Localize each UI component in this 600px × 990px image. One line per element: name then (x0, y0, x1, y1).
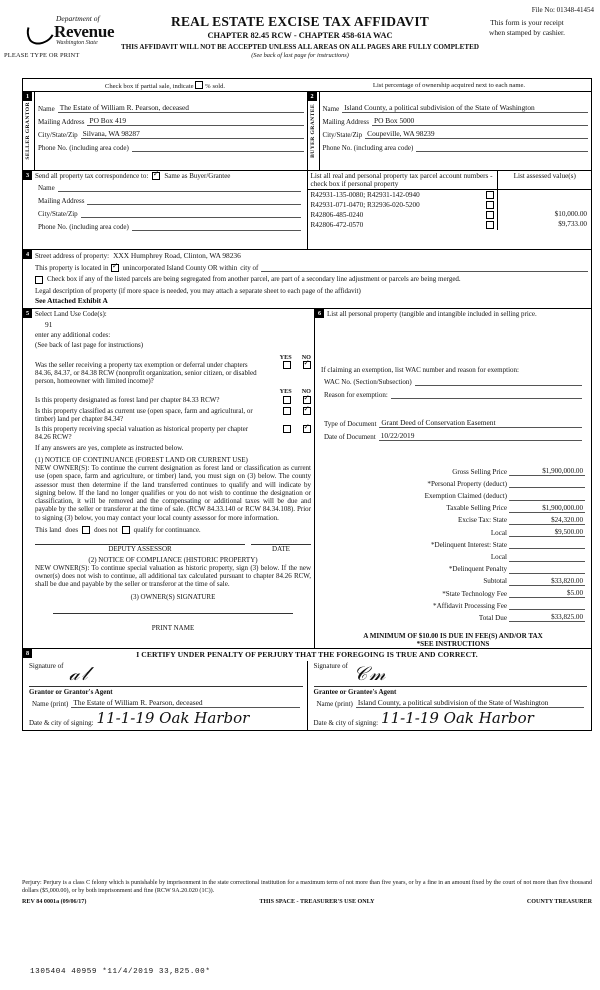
parcel-pp-checkbox[interactable] (486, 211, 494, 219)
parties-row (23, 92, 591, 171)
grantor-signature-mark[interactable]: 𝒶 𝓁 (69, 663, 88, 686)
parcel-numbers-cell[interactable] (308, 190, 498, 200)
assessed-value[interactable]: $10,000.00 (554, 210, 587, 218)
corr-name-row (35, 180, 304, 193)
historic-property-question: Is this property receiving special valuation as historical property per chapter 84.26 RCW? (35, 425, 249, 441)
financial-amount[interactable]: $33,825.00 (509, 610, 585, 622)
street-address-value[interactable]: XXX Humphrey Road, Clinton, WA 98236 (113, 251, 241, 260)
correspondence-box-number: 3 (23, 171, 32, 180)
grantor-party-label: Grantor or Grantor's Agent (29, 686, 303, 696)
corr-mailing-value[interactable] (87, 195, 300, 205)
doc-date-row (321, 429, 585, 442)
q4-no-checkbox[interactable] (303, 425, 311, 433)
minimum-due-note: A MINIMUM OF $10.00 IS DUE IN FEE(S) AND/OR TAX (363, 632, 543, 641)
financial-row (321, 464, 585, 476)
partial-sale-label: Check box if partial sale, indicate (104, 82, 194, 90)
land-use-box-number: 5 (23, 309, 32, 318)
parcels-block (308, 171, 592, 249)
parcel-row (308, 200, 592, 210)
treasurer-space-label: THIS SPACE - TREASURER'S USE ONLY (259, 898, 375, 905)
parcel-numbers-cell[interactable] (308, 210, 498, 220)
owner-signature-line[interactable] (53, 613, 293, 614)
receipt-line-1: This form is your receipt (490, 18, 564, 27)
certify-signatures-row (23, 661, 591, 730)
agency-name: Revenue (54, 22, 115, 41)
grantee-name-label: Name (print) (316, 699, 353, 708)
continuance-body: NEW OWNER(S): To continue the current designation as forest land or classification as current use (open space, farm and agriculture, or timber) land, you must sign on (3) below. The county assessor must then determine if the land transferred continues to qualify and will indicate by signing below. If the land no longer qualifies or you do not wish to continue the designation or classification, it will be removed and the compensating or additional taxes will be due and payable by the seller or transferor at the time of sale. (RCW 84.33.140 or RCW 84.34.108). Prior to signing (3) below, you may contact your local county assessor for more information. (35, 464, 311, 522)
legal-description-value[interactable]: See Attached Exhibit A (35, 296, 108, 305)
parcel-row (308, 220, 592, 230)
rev-number: REV 84 0001a (09/06/17) (22, 898, 87, 905)
send-correspondence-label: Send all property tax correspondence to: (35, 172, 149, 180)
financial-amount[interactable]: $9,500.00 (509, 524, 585, 536)
financial-amount[interactable]: $24,320.00 (509, 512, 585, 524)
historic-compliance-heading: (2) NOTICE OF COMPLIANCE (HISTORIC PROPERTY) (88, 555, 258, 564)
seller-name-row (35, 101, 307, 114)
q3-no-checkbox[interactable] (303, 407, 311, 415)
grantee-date-label: Date & city of signing: (313, 719, 379, 728)
q2-yes-checkbox[interactable] (283, 396, 291, 404)
financial-label: *Personal Property (deduct) (427, 479, 507, 488)
financial-label: *State Technology Fee (442, 589, 507, 598)
seller-citystatezip-row (35, 127, 307, 140)
parcel-line (308, 190, 497, 200)
same-as-buyer-checkbox[interactable] (152, 172, 160, 180)
parcel-pp-checkbox[interactable] (486, 201, 494, 209)
buyer-mailing-label: Mailing Address (322, 117, 369, 126)
grantor-date-label: Date & city of signing: (29, 719, 94, 728)
financial-row (321, 585, 585, 597)
financial-amount[interactable] (509, 598, 585, 610)
buyer-mailing-row (320, 114, 592, 127)
doc-type-value[interactable]: Grant Deed of Conservation Easement (379, 418, 582, 428)
grantee-signature-mark[interactable]: 𝒞 𝓂 (353, 663, 386, 686)
financial-amount[interactable] (509, 561, 585, 573)
current-use-question: Is this property classified as current use (open space, farm and agricultural, or timber) land per chapter 84.34? (35, 407, 253, 423)
grantee-name-value[interactable]: Island County, a political subdivision of the State of Washington (356, 698, 584, 708)
financial-row (321, 537, 585, 549)
grantee-date-value[interactable]: 11-1-19 Oak Harbor (381, 709, 534, 728)
receipt-line-2: when stamped by cashier. (489, 27, 565, 37)
parcel-numbers: R42806-485-0240 (310, 211, 364, 219)
buyer-mailing-value[interactable]: PO Box 5000 (372, 116, 588, 126)
historic-compliance-body: NEW OWNER(S): To continue special valuation as historic property, sign (3) below. If the new owner(s) does not wish to continue, all additional tax calculated pursuant to chapter 84.26 RCW, shall be due and payable by the seller or transferor at the time of sale. (35, 563, 311, 589)
page-subtitle: CHAPTER 82.45 RCW - CHAPTER 458-61A WAC (207, 31, 393, 40)
seller-phone-row (35, 140, 307, 153)
grantee-signature-block (308, 661, 592, 730)
corr-name-label: Name (38, 183, 55, 192)
reason-label: Reason for exemption: (324, 390, 388, 399)
city-of-value[interactable] (261, 263, 588, 272)
this-land-label: This land (35, 525, 62, 534)
partial-sale-strip (23, 79, 591, 92)
financial-amount[interactable] (509, 488, 585, 500)
parcel-line (308, 220, 497, 230)
seller-mailing-row (35, 114, 307, 127)
financial-label: Local (490, 528, 507, 537)
q4-yes-checkbox[interactable] (283, 425, 291, 433)
enter-additional-codes-label: enter any additional codes: (35, 331, 111, 339)
unincorporated-label: unincorporated Island County OR within (122, 263, 238, 272)
reason-row (321, 387, 585, 400)
percent-ownership-note: List percentage of ownership acquired next to each name. (372, 81, 526, 89)
financial-row (321, 476, 585, 488)
parcel-numbers-cell[interactable] (308, 220, 498, 230)
parcel-numbers-cell[interactable] (308, 200, 498, 210)
financial-row (321, 610, 585, 622)
seller-side-text: SELLER GRANTOR (25, 102, 32, 160)
unincorporated-checkbox[interactable] (111, 264, 119, 272)
parcels-header-label: List all real and personal property tax parcel account numbers - check box if personal property (308, 171, 499, 189)
file-number (532, 6, 594, 14)
q1-no-checkbox[interactable] (303, 361, 311, 369)
corr-citystatezip-label: City/State/Zip (38, 209, 78, 218)
seller-name-label: Name (38, 104, 55, 113)
buyer-phone-value[interactable] (416, 142, 588, 152)
page-title: REAL ESTATE EXCISE TAX AFFIDAVIT (171, 14, 429, 29)
q3-yes-checkbox[interactable] (283, 407, 291, 415)
reason-value[interactable] (391, 389, 582, 399)
partial-sale-checkbox[interactable] (195, 81, 203, 89)
partial-sale-percent: % (205, 82, 211, 90)
does-checkbox[interactable] (82, 526, 90, 534)
seller-citystatezip-label: City/State/Zip (38, 130, 78, 139)
grantor-name-row (29, 696, 303, 709)
financial-label: Excise Tax: State (457, 516, 507, 525)
yes-header: YES (279, 354, 292, 361)
financial-amount[interactable]: $33,820.00 (509, 573, 585, 585)
footer-block (22, 880, 592, 907)
buyer-citystatezip-label: City/State/Zip (322, 130, 363, 139)
certify-block (23, 648, 591, 730)
grantor-name-label: Name (print) (32, 699, 69, 708)
does-label: does (65, 525, 79, 534)
financial-label: Subtotal (483, 577, 507, 586)
parcels-header-row (308, 171, 592, 190)
receipt-note (462, 18, 592, 38)
financial-amount[interactable] (509, 537, 585, 549)
buyer-side-text: BUYER GRANTEE (309, 104, 316, 158)
qualify-continuance-label: qualify for continuance. (133, 525, 201, 534)
corr-mailing-row (35, 193, 304, 206)
doc-date-label: Date of Document (324, 432, 376, 441)
located-in-label: This property is located in (35, 263, 109, 272)
file-number-label: File No: (531, 6, 555, 14)
buyer-citystatezip-row (320, 127, 592, 140)
page-header (0, 0, 600, 72)
owner-signature-heading: (3) OWNER(S) SIGNATURE (130, 592, 216, 601)
q2-no-checkbox[interactable] (303, 396, 311, 404)
financial-label: *Delinquent Interest: State (430, 540, 507, 549)
warning-note: THIS AFFIDAVIT WILL NOT BE ACCEPTED UNLESS ALL AREAS ON ALL PAGES ARE FULLY COMPLETED (121, 43, 479, 51)
certify-box-number: 8 (23, 649, 32, 658)
grantor-signature-label: Signature of (29, 662, 64, 671)
buyer-name-label: Name (322, 104, 340, 113)
no-header-2: NO (301, 388, 311, 395)
file-number-value: 01348-41454 (556, 6, 594, 14)
financial-amount[interactable]: $1,900,000.00 (509, 464, 585, 476)
grantor-date-value[interactable]: 11-1-19 Oak Harbor (96, 709, 250, 728)
print-name-label: PRINT NAME (151, 623, 195, 632)
right-lower-block (315, 309, 591, 648)
financial-label: Total Due (478, 613, 507, 622)
grantor-signature-block (23, 661, 308, 730)
seller-citystatezip-value[interactable]: Silvana, WA 98287 (81, 129, 304, 139)
corr-citystatezip-row (35, 206, 304, 219)
doc-type-row (321, 416, 585, 429)
financial-row (321, 524, 585, 536)
parcel-pp-checkbox[interactable] (486, 221, 494, 229)
financial-amount[interactable]: $1,900,000.00 (509, 500, 585, 512)
assessed-header-label: List assessed value(s) (513, 172, 576, 180)
perjury-note: Perjury: Perjury is a class C felony which is punishable by imprisonment in the state correctional institution for a maximum term of not more than five years, or by a fine in an amount fixed by the court of not more than five thousand dollars ($5,000.00), or by both imprisonment and fine (RCW 9A.20.020 (1C)). (22, 880, 592, 894)
wac-label: WAC No. (Section/Subsection) (324, 377, 412, 386)
grantee-party-label: Grantee or Grantee's Agent (314, 686, 588, 696)
corr-mailing-label: Mailing Address (38, 196, 85, 205)
exemption-block (315, 364, 591, 442)
parcel-row (308, 190, 592, 200)
seller-block (23, 92, 308, 170)
street-address-label: Street address of property: (35, 252, 110, 260)
buyer-block (308, 92, 592, 170)
grantee-name-row (314, 696, 588, 709)
forest-land-question: Is this property designated as forest land per chapter 84.33 RCW? (35, 396, 220, 404)
same-as-buyer-label: Same as Buyer/Grantee (164, 172, 231, 180)
agency-state: Washington State (56, 40, 98, 46)
wac-value[interactable] (415, 376, 582, 386)
financial-amount[interactable] (509, 549, 585, 561)
buyer-name-value[interactable]: Island County, a political subdivision of the State of Washington (342, 103, 588, 113)
financial-row (321, 573, 585, 585)
buyer-name-row (320, 101, 592, 114)
no-header: NO (301, 354, 311, 361)
financial-label: Taxable Selling Price (446, 504, 507, 513)
parcel-line (308, 200, 497, 210)
seller-phone-label: Phone No. (including area code) (38, 143, 129, 152)
agency-dept: Department of (56, 14, 100, 23)
financial-label: *Affidavit Processing Fee (433, 601, 507, 610)
financials-block (315, 442, 591, 648)
corr-name-value[interactable] (58, 182, 301, 192)
parcel-numbers: R42931-135-0080; R42931-142-0940 (310, 191, 420, 199)
personal-property-label: List all personal property (tangible and intangible included in selling price. (327, 310, 537, 318)
corr-citystatezip-value[interactable] (81, 208, 301, 218)
financial-row (321, 512, 585, 524)
personal-property-block (315, 309, 591, 364)
select-land-use-label: Select Land Use Code(s): (35, 310, 107, 318)
form-frame (22, 78, 592, 731)
continuance-heading: (1) NOTICE OF CONTINUANCE (FOREST LAND OR CURRENT USE) (35, 456, 248, 464)
complete-as-instructed-note: If any answers are yes, complete as instructed below. (35, 444, 184, 452)
partial-sale-suffix: sold. (212, 82, 226, 90)
wac-row (321, 374, 585, 387)
financial-row (321, 549, 585, 561)
financial-row (321, 500, 585, 512)
financial-amount[interactable]: $5.00 (509, 585, 585, 597)
doc-date-value[interactable]: 10/22/2019 (379, 431, 582, 441)
financial-row (321, 488, 585, 500)
see-instructions-note: *SEE INSTRUCTIONS (416, 640, 490, 649)
land-use-code-value[interactable]: 91 (45, 320, 53, 329)
buyer-phone-label: Phone No. (including area code) (322, 143, 414, 152)
parcel-numbers: R42931-071-0470; R32936-020-5200 (310, 201, 420, 209)
legal-description-label: Legal description of property (if more space is needed, you may attach a separate sheet to each page of the affidavit) (35, 287, 361, 295)
seller-phone-value[interactable] (132, 142, 304, 152)
claim-exemption-label: If claiming an exemption, list WAC number and reason for exemption: (321, 366, 519, 374)
does-not-label: does not (94, 525, 118, 534)
corr-phone-label: Phone No. (including area code) (38, 222, 129, 231)
financial-label: Exemption Claimed (deduct) (424, 492, 507, 501)
financials-table (321, 464, 585, 622)
correspondence-block (23, 171, 308, 249)
assessor-date-label: DATE (272, 544, 290, 553)
parcel-row (308, 210, 592, 220)
seller-mailing-label: Mailing Address (38, 117, 85, 126)
assessed-value[interactable]: $9,733.00 (558, 220, 587, 228)
corr-phone-value[interactable] (132, 221, 301, 231)
financial-row (321, 561, 585, 573)
seller-side-label (23, 92, 35, 170)
seller-name-value[interactable]: The Estate of William R. Pearson, deceased (58, 103, 304, 113)
buyer-phone-row (320, 140, 592, 153)
seller-mailing-value[interactable]: PO Box 419 (87, 116, 303, 126)
seller-box-number: 1 (23, 92, 32, 101)
corr-phone-row (35, 219, 304, 232)
financial-amount[interactable] (509, 476, 585, 488)
grantee-signature-label: Signature of (313, 662, 348, 671)
property-block (23, 250, 591, 309)
city-of-label: city of (240, 263, 259, 272)
grantor-name-value[interactable]: The Estate of William R. Pearson, deceased (71, 698, 299, 708)
deputy-assessor-label: DEPUTY ASSESSOR (108, 544, 172, 553)
county-treasurer-label: COUNTY TREASURER (526, 898, 592, 905)
exemption-question: Was the seller receiving a property tax exemption or deferral under chapters 84.36, 84.37, or 84.38 RCW (nonprofit organization, senior citizen, or disabled person, homeowner with limited income)? (35, 361, 257, 385)
does-not-checkbox[interactable] (122, 526, 130, 534)
buyer-box-number: 2 (308, 92, 317, 101)
segregation-note: Check box if any of the listed parcels are being segregated from another parcel, are part of a secondary line adjustment or parcels are being merged. (47, 275, 461, 283)
see-back-note: (See back of last page for instructions) (251, 52, 349, 59)
personal-property-box-number: 6 (315, 309, 324, 318)
parcel-numbers: R42806-472-0570 (310, 221, 364, 229)
financial-label: *Delinquent Penalty (448, 565, 507, 574)
please-type-note: PLEASE TYPE OR PRINT (4, 52, 80, 59)
land-use-block (23, 309, 315, 648)
correspondence-parcels-row (23, 171, 591, 250)
financial-label: Gross Selling Price (452, 467, 507, 476)
buyer-side-label (308, 92, 320, 170)
parcel-line (308, 210, 497, 220)
q1-yes-checkbox[interactable] (283, 361, 291, 369)
buyer-citystatezip-value[interactable]: Coupeville, WA 98239 (365, 129, 588, 139)
doc-type-label: Type of Document (324, 419, 377, 428)
assessed-value[interactable] (498, 190, 591, 200)
land-use-see-back: (See back of last page for instructions) (35, 341, 144, 349)
financial-row (321, 598, 585, 610)
parcel-pp-checkbox[interactable] (486, 191, 494, 199)
main-lower-row (23, 309, 591, 648)
yes-header-2: YES (279, 388, 292, 395)
property-box-number: 4 (23, 250, 32, 259)
financial-label: Local (490, 553, 507, 561)
assessed-value[interactable] (498, 200, 591, 210)
segregation-checkbox[interactable] (35, 276, 43, 284)
ocr-stamp-line: 1305404 40959 *11/4/2019 33,825.00* (30, 968, 211, 976)
certify-statement: I CERTIFY UNDER PENALTY OF PERJURY THAT THE FOREGOING IS TRUE AND CORRECT. (136, 650, 478, 660)
